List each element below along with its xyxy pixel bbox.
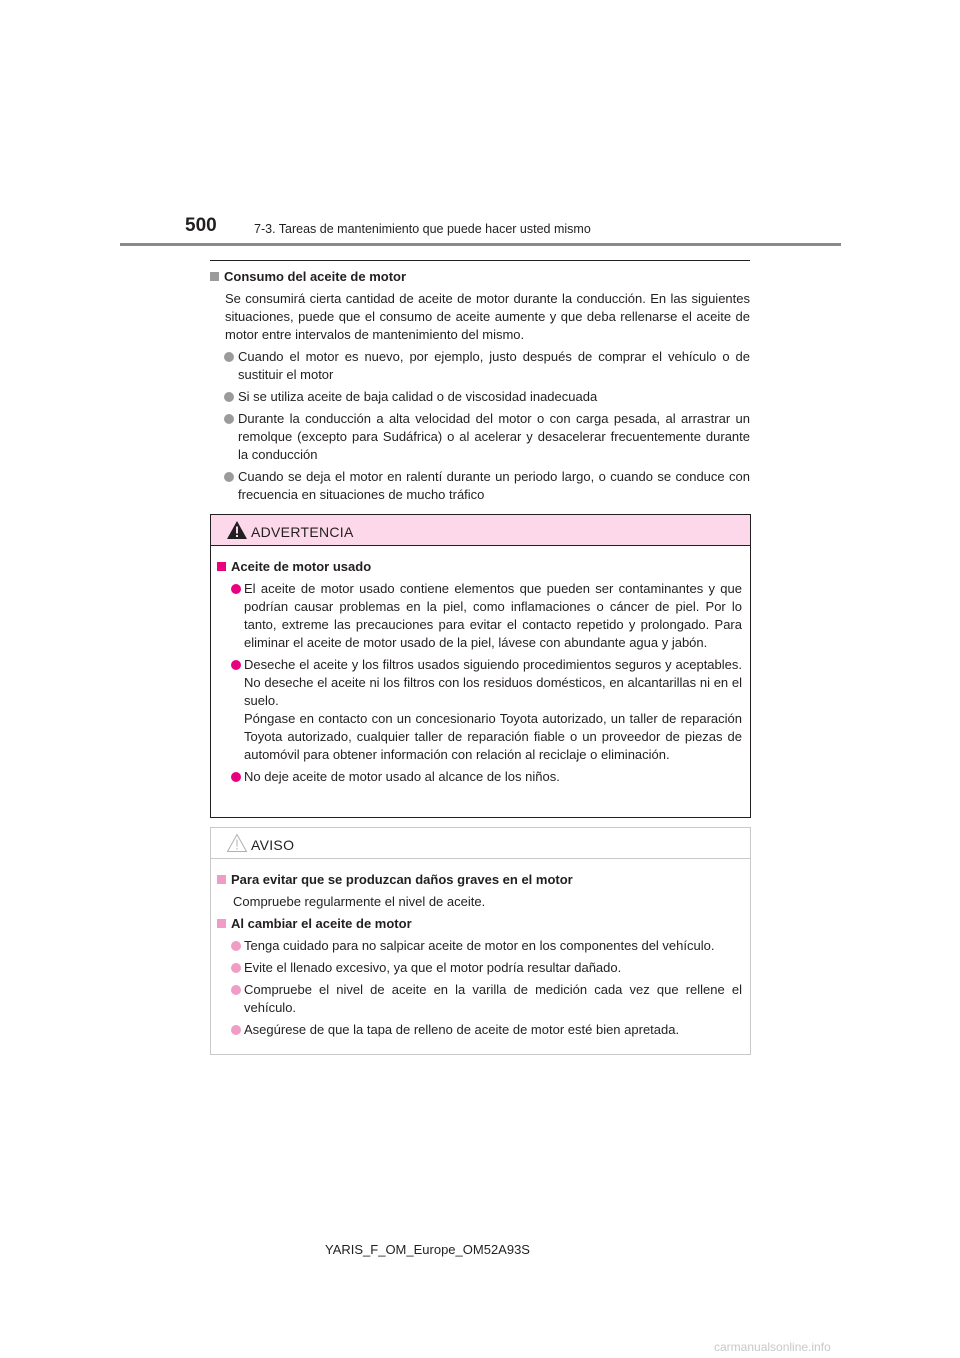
watermark: carmanualsonline.info [714,1340,831,1354]
square-bullet-icon [217,875,226,884]
notice-body [211,859,750,1039]
notice-heading-2: Al cambiar el aceite de motor [217,915,742,933]
round-bullet-icon [231,941,241,951]
warning-body [211,546,750,786]
round-bullet-icon [231,584,241,594]
round-bullet-icon [231,660,241,670]
list-item: Durante la conducción a alta velocidad del motor o con carga pesada, al arrastrar un remolque (excepto para Sudáfrica) o al acelerar y desacelerar frecuentemente durante la conducción [210,410,750,464]
list-item: Compruebe el nivel de aceite en la varilla de medición cada vez que rellene el vehículo. [217,981,742,1017]
list-item: Cuando el motor es nuevo, por ejemplo, justo después de comprar el vehículo o de sustituir el motor [210,348,750,384]
section-title: 7-3. Tareas de mantenimiento que puede hacer usted mismo [254,222,591,236]
square-bullet-icon [217,562,226,571]
list-item: Deseche el aceite y los filtros usados siguiendo procedimientos seguros y aceptables. No deseche el aceite ni los filtros con los residuos domésticos, en alcantarillas ni en el suelo. Póngase en contacto con un concesionario Toyota autorizado, un taller de reparación Toyota autorizado, cualquier taller de reparación fiable o un proveedor de piezas de automóvil para obtener información con relación al reciclaje o eliminación. [217,656,742,764]
round-bullet-icon [224,414,234,424]
list-item: Tenga cuidado para no salpicar aceite de motor en los componentes del vehículo. [217,937,742,955]
round-bullet-icon [231,985,241,995]
warning-box [210,514,751,818]
round-bullet-icon [224,472,234,482]
warning-heading: Aceite de motor usado [217,558,742,576]
notice-label: AVISO [251,837,295,853]
notice-triangle-icon [226,833,248,853]
page-number: 500 [185,215,217,236]
footer-code: YARIS_F_OM_Europe_OM52A93S [325,1242,530,1257]
warning-title-bar [211,515,750,546]
notice-title-bar [211,828,750,859]
page-header [0,0,960,250]
consumo-section [210,268,750,508]
warning-triangle-icon [226,520,248,540]
notice-text-1: Compruebe regularmente el nivel de aceite. [233,894,486,909]
list-item: No deje aceite de motor usado al alcance de los niños. [217,768,742,786]
list-item: Cuando se deja el motor en ralentí durante un periodo largo, o cuando se conduce con frecuencia en situaciones de mucho tráfico [210,468,750,504]
round-bullet-icon [224,352,234,362]
list-item: El aceite de motor usado contiene elementos que pueden ser contaminantes y que podrían causar problemas en la piel, como inflamaciones o cáncer de piel. Por lo tanto, extreme las precauciones para evitar el contacto repetido y prolongado. Para eliminar el aceite de motor usado de la piel, lávese con abundante agua y jabón. [217,580,742,652]
list-item: Si se utiliza aceite de baja calidad o de viscosidad inadecuada [210,388,750,406]
round-bullet-icon [231,1025,241,1035]
consumo-intro: Se consumirá cierta cantidad de aceite de motor durante la conducción. En las siguientes situaciones, puede que el consumo de aceite aumente y que deba rellenarse el aceite de motor entre intervalos de mantenimiento del mismo. [225,291,750,342]
content-top-rule [210,260,750,261]
square-bullet-icon [210,272,219,281]
round-bullet-icon [231,963,241,973]
square-bullet-icon [217,919,226,928]
header-rule [120,243,841,246]
round-bullet-icon [224,392,234,402]
notice-box [210,827,751,1055]
notice-heading-1: Para evitar que se produzcan daños graves en el motor [217,871,742,889]
warning-label: ADVERTENCIA [251,524,354,540]
list-item: Evite el llenado excesivo, ya que el motor podría resultar dañado. [217,959,742,977]
warning-bullet-continuation: Póngase en contacto con un concesionario Toyota autorizado, un taller de reparación Toyota autorizado, cualquier taller de reparación fiable o un proveedor de piezas de automóvil para obtener información con relación al reciclaje o eliminación. [244,711,742,762]
consumo-heading [210,268,750,286]
round-bullet-icon [231,772,241,782]
consumo-title: Consumo del aceite de motor [224,269,407,284]
list-item: Asegúrese de que la tapa de relleno de aceite de motor esté bien apretada. [217,1021,742,1039]
